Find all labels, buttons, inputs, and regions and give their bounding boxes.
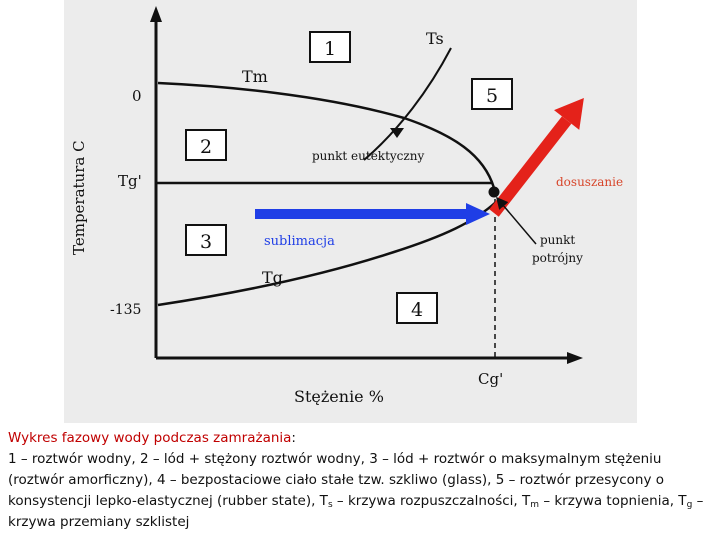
triple-point-label-line2: potrójny bbox=[532, 251, 583, 265]
triple-point-pointer bbox=[497, 198, 536, 244]
caption-title: Wykres fazowy wody podczas zamrażania bbox=[8, 430, 292, 446]
y-tick-minus-135: -135 bbox=[110, 302, 142, 318]
sublimation-label: sublimacja bbox=[264, 234, 335, 249]
caption-tm-subscript: m bbox=[530, 500, 540, 510]
figure-caption bbox=[8, 428, 716, 533]
sublimation-arrow-shaft bbox=[255, 209, 466, 219]
caption-text-3: – krzywa topnienia, T bbox=[539, 493, 687, 509]
caption-text-2: – krzywa rozpuszczalności, T bbox=[332, 493, 531, 509]
caption-tg-subscript: g bbox=[686, 500, 693, 510]
sublimation-arrow-head-icon bbox=[466, 203, 490, 225]
ts-curve bbox=[364, 48, 451, 160]
caption-text-1: 1 – roztwór wodny, 2 – lód + stężony roztwór wodny, 3 – lód + roztwór o maksymalnym stężeniu (roztwór amorficzny), 4 – bezpostaciowe ciało stałe tzw. szkliwo (glass), 5 – roztwór przesycony o konsystencji lepko-elastycznej (rubber state), T bbox=[8, 451, 665, 509]
x-axis-arrow-icon bbox=[567, 352, 583, 364]
triple-point-label-line1: punkt bbox=[540, 233, 576, 247]
region-3-label: 3 bbox=[199, 231, 213, 253]
eutectic-point-label: punkt eutektyczny bbox=[312, 149, 425, 163]
x-axis-label: Stężenie % bbox=[294, 387, 384, 406]
y-tick-tg-prime: Tg' bbox=[118, 172, 142, 190]
region-5-label: 5 bbox=[485, 85, 499, 107]
phase-diagram bbox=[64, 0, 637, 423]
region-2-label: 2 bbox=[199, 136, 213, 158]
tg-curve-label: Tg bbox=[262, 268, 283, 287]
region-4-label: 4 bbox=[410, 299, 424, 321]
caption-title-suffix: : bbox=[291, 430, 296, 446]
y-axis-arrow-icon bbox=[150, 6, 162, 22]
drying-label: dosuszanie bbox=[556, 175, 624, 189]
region-1-label: 1 bbox=[323, 38, 337, 60]
ts-curve-label: Ts bbox=[426, 29, 444, 48]
tm-curve-label: Tm bbox=[242, 67, 268, 86]
caption-ts-subscript: s bbox=[327, 500, 333, 510]
x-tick-cg-prime: Cg' bbox=[478, 370, 504, 388]
caption-text-4: – krzywa przemiany szklistej bbox=[8, 493, 704, 530]
y-tick-0: 0 bbox=[132, 87, 142, 105]
y-axis-label: Temperatura C bbox=[70, 140, 88, 255]
triple-point-icon bbox=[489, 187, 500, 198]
